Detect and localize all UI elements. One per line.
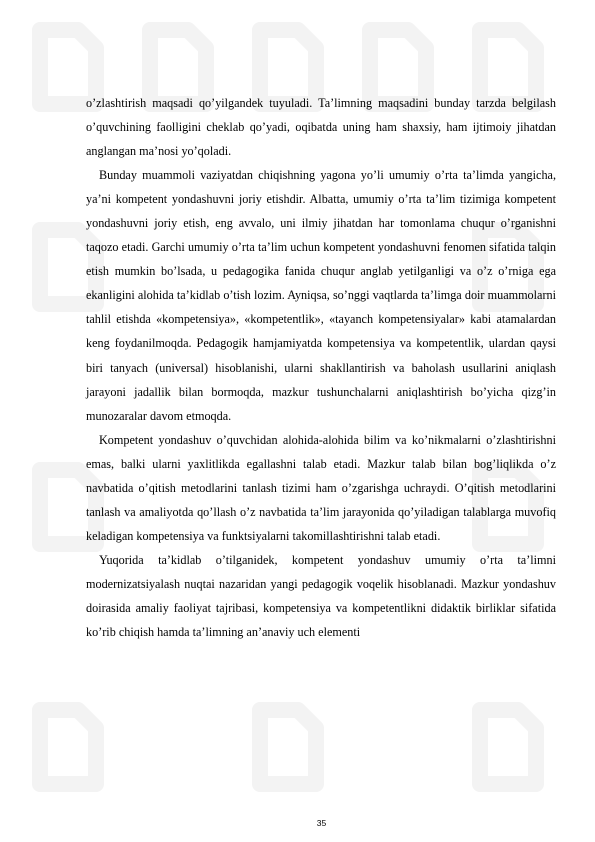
paragraph: Kompetent yondashuv o’quvchidan alohida-alohida bilim va ko’nikmalarni o’zlashtirishni emas, balki ularni yaxlitlikda egallashni talab etadi. Mazkur talab bilan bog’liqlikda o’z navbatida o’qitish metodlarini tanlash tizimi ham o’zgarishga uchraydi. O’qitish metodlarini tanlash va amaliyotda qo’llash o’z navbatida ta’lim jarayonida qo’yiladigan talablarga muvofiq keladigan kompetensiya va funktsiyalarni takomillashtirishni talab etadi.	[86, 432, 556, 543]
document-body	[86, 91, 556, 644]
page-number: 35	[316, 818, 327, 828]
paragraph-continued: o’zlashtirish maqsadi qo’yilgandek tuyuladi. Ta’limning maqsadini bunday tarzda belgilash o’quvchining faolligini cheklab qo’yadi, oqibatda uning ham shaxsiy, ham ijtimoiy jihatdan anglangan ma’nosi yo’qoladi.	[86, 96, 556, 159]
paragraph: Yuqorida ta’kidlab o’tilganidek, kompetent yondashuv umumiy o’rta ta’limni modernizatsiyalash nuqtai nazaridan yangi pedagogik voqelik hisoblanadi. Mazkur yondashuv doirasida amaliy faoliyat tajribasi, kompetensiya va kompetentlikni didaktik birliklar sifatida ko’rib chiqish hamda ta’limning an’anaviy uch elementi	[86, 552, 556, 640]
paragraph: Bunday muammoli vaziyatdan chiqishning yagona yo’li umumiy o’rta ta’limda yangicha, ya’ni kompetent yondashuvni joriy etishdir. Albatta, umumiy o’rta ta’lim tizimiga kompetent yondashuvni joriy etish, eng avvalo, uni ilmiy jihatdan har tomonlama chuqur o’rganishni taqozo etadi. Garchi umumiy o’rta ta’lim uchun kompetent yondashuvni fenomen sifatida talqin etish mumkin bo’lsada, u pedagogika fanida chuqur anglab yetilganligi va o’z o’rniga ega ekanligini alohida ta’kidlab o’tish lozim. Ayniqsa, so’nggi vaqtlarda ta’limga doir muammolarni tahlil etishda «kompetensiya», «kompetentlik», «tayanch kompetensiyalar» kabi atamalardan keng foydanilmoqda. Pedagogik hamjamiyatda kompetensiya va kompetentlik, ulardan qaysi biri tanyach (universal) hisoblanishi, ularni shakllantirish va baholash usullarini aniqlash jarayoni jadallik bilan bormoqda, mazkur tushunchalarni aniqlashtirish bo’yicha qizg’in munozaralar davom etmoqda.	[86, 168, 556, 423]
